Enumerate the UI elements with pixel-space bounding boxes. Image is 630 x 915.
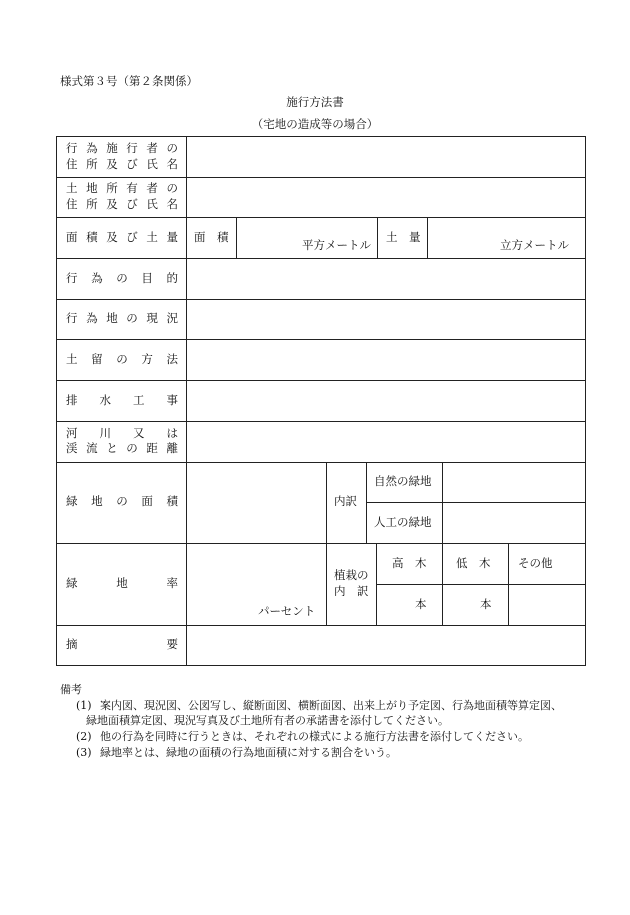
note-1-line1: 案内図、現況図、公図写し、縦断面図、横断面図、出来上がり予定図、行為地面積等算定図、 <box>100 699 562 712</box>
unit-percent: パーセント <box>258 604 316 618</box>
remarks-field[interactable] <box>187 626 585 665</box>
form-number: 様式第３号（第２条関係） <box>60 74 198 88</box>
label-site-status: 行為地の現況 <box>66 311 178 325</box>
note-3-number: (3) <box>76 746 92 759</box>
note-2-text: 他の行為を同時に行うときは、それぞれの様式による施行方法書を添付してください。 <box>100 730 529 743</box>
label-planting-line2: 内 訳 <box>334 584 369 598</box>
unit-tree-count-tall: 本 <box>415 597 427 611</box>
label-purpose: 行為の目的 <box>66 271 178 285</box>
label-actor-line1: 行為施行者の <box>66 141 178 155</box>
label-owner-line1: 土地所有者の <box>66 181 178 195</box>
page-title: 施行方法書 <box>286 95 344 109</box>
label-tall-tree: 高 木 <box>392 556 427 570</box>
river-distance-field[interactable] <box>187 422 585 462</box>
owner-address-name-field[interactable] <box>187 178 585 217</box>
note-1-line2: 緑地面積算定図、現況写真及び土地所有者の承諾書を添付してください。 <box>86 714 449 727</box>
label-remarks: 摘要 <box>66 637 178 651</box>
notes-heading: 備考 <box>60 683 82 696</box>
label-actor-line2: 住所及び氏名 <box>66 157 178 171</box>
actor-address-name-field[interactable] <box>187 137 585 177</box>
green-area-field[interactable] <box>187 463 326 543</box>
tall-tree-count-field[interactable] <box>377 585 442 625</box>
label-planting-line1: 植栽の <box>334 568 369 582</box>
purpose-field[interactable] <box>187 259 585 299</box>
retaining-method-field[interactable] <box>187 340 585 380</box>
note-1-number: (1) <box>76 699 92 712</box>
col-divider <box>377 217 378 258</box>
note-3-text: 緑地率とは、緑地の面積の行為地面積に対する割合をいう。 <box>100 746 397 759</box>
natural-green-field[interactable] <box>443 463 585 502</box>
unit-square-meter: 平方メートル <box>302 238 371 252</box>
soil-volume-field[interactable] <box>428 218 585 258</box>
label-natural-green: 自然の緑地 <box>374 474 432 488</box>
table-border-bottom <box>56 665 586 666</box>
unit-tree-count-low: 本 <box>480 597 492 611</box>
green-ratio-field[interactable] <box>187 544 326 625</box>
label-green-ratio: 緑地率 <box>66 576 178 590</box>
unit-cubic-meter: 立方メートル <box>500 238 569 252</box>
area-field[interactable] <box>237 218 377 258</box>
label-green-area: 緑地の面積 <box>66 494 178 508</box>
label-owner-line2: 住所及び氏名 <box>66 197 178 211</box>
label-river-line2: 渓流との距離 <box>66 441 178 455</box>
label-low-tree: 低 木 <box>456 556 491 570</box>
low-tree-count-field[interactable] <box>443 585 508 625</box>
col-divider <box>326 462 327 625</box>
drainage-work-field[interactable] <box>187 381 585 421</box>
label-area: 面 積 <box>194 230 229 244</box>
label-soil: 土 量 <box>386 230 421 244</box>
table-border-left <box>56 136 57 666</box>
label-area-soil: 面積及び土量 <box>66 230 178 244</box>
label-drainage: 排水工事 <box>66 393 178 407</box>
other-count-field[interactable] <box>509 585 585 625</box>
page-subtitle: （宅地の造成等の場合） <box>251 117 379 131</box>
artificial-green-field[interactable] <box>443 503 585 543</box>
label-other: その他 <box>518 556 553 570</box>
label-retaining: 土留の方法 <box>66 352 178 366</box>
col-divider <box>366 462 367 543</box>
site-status-field[interactable] <box>187 300 585 339</box>
note-2-number: (2) <box>76 730 92 743</box>
label-breakdown: 内訳 <box>334 494 357 508</box>
label-river-line1: 河川又は <box>66 426 178 440</box>
table-border-right <box>585 136 586 666</box>
label-artificial-green: 人工の緑地 <box>374 515 432 529</box>
